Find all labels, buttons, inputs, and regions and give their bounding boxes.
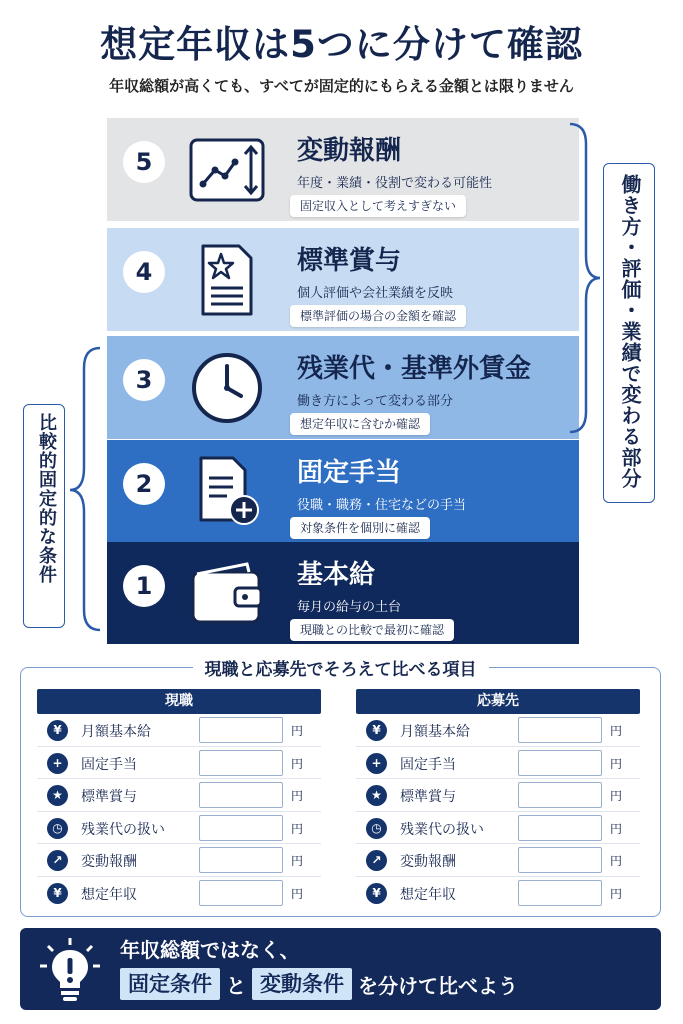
tier-name: 基本給 bbox=[297, 560, 376, 590]
current-variable-input[interactable] bbox=[199, 847, 283, 873]
fixed-condition-tag: 固定条件 bbox=[120, 968, 220, 1000]
unit-label: 円 bbox=[610, 854, 623, 868]
compare-row bbox=[356, 844, 640, 877]
current-monthly-base-input[interactable] bbox=[199, 717, 283, 743]
tier-note: 標準評価の場合の金額を確認 bbox=[290, 305, 466, 327]
tier-standard-bonus bbox=[107, 228, 579, 331]
unit-label: 円 bbox=[291, 756, 304, 771]
compare-row bbox=[356, 714, 640, 747]
tier-base-salary bbox=[107, 542, 579, 644]
tier-desc: 個人評価や会社業績を反映 bbox=[297, 286, 454, 301]
new-annual-input[interactable] bbox=[518, 880, 602, 906]
yen-icon: ¥ bbox=[47, 720, 68, 741]
comparison-title: 現職と応募先でそろえて比べる項目 bbox=[21, 655, 660, 680]
tier-name: 残業代・基準外賃金 bbox=[297, 354, 532, 384]
tier-note: 対象条件を個別に確認 bbox=[290, 517, 430, 539]
new-monthly-base-input[interactable] bbox=[518, 717, 602, 743]
row-label: 想定年収 bbox=[400, 886, 456, 903]
row-label: 変動報酬 bbox=[400, 854, 456, 870]
new-bonus-input[interactable] bbox=[518, 782, 602, 808]
lightbulb-icon bbox=[36, 936, 104, 1002]
applicant-column bbox=[356, 689, 640, 909]
yen-icon: ¥ bbox=[47, 883, 68, 904]
unit-label: 円 bbox=[610, 789, 623, 803]
document-star-icon bbox=[187, 242, 267, 318]
page-subtitle: 年収総額が高くても、すべてが固定的にもらえる金額とは限りません bbox=[109, 77, 574, 95]
trend-icon: ↗ bbox=[47, 850, 68, 871]
current-job-header: 現職 bbox=[37, 689, 321, 714]
yen-icon: ¥ bbox=[366, 883, 387, 904]
tier-variable-pay bbox=[107, 118, 579, 221]
unit-label: 円 bbox=[291, 886, 304, 901]
applicant-header: 応募先 bbox=[356, 689, 640, 714]
wallet-icon bbox=[187, 556, 267, 632]
new-overtime-input[interactable] bbox=[518, 815, 602, 841]
summary-banner bbox=[20, 928, 661, 1010]
tier-number: 1 bbox=[123, 565, 165, 607]
document-plus-icon bbox=[187, 454, 267, 530]
clock-icon: ◷ bbox=[47, 818, 68, 839]
row-label: 固定手当 bbox=[81, 756, 137, 773]
banner-line-1: 年収総額ではなく、 bbox=[120, 938, 300, 962]
unit-label: 円 bbox=[610, 724, 623, 738]
banner-connector: と bbox=[226, 973, 246, 998]
left-brace bbox=[68, 344, 104, 634]
unit-label: 円 bbox=[291, 789, 304, 803]
star-icon: ★ bbox=[366, 785, 387, 806]
tier-overtime bbox=[107, 336, 579, 439]
comparison-section bbox=[20, 660, 661, 917]
current-bonus-input[interactable] bbox=[199, 782, 283, 808]
trend-icon: ↗ bbox=[366, 850, 387, 871]
compare-row bbox=[356, 812, 640, 845]
new-allowance-input[interactable] bbox=[518, 750, 602, 776]
row-label: 月額基本給 bbox=[400, 724, 470, 740]
tier-number: 4 bbox=[123, 251, 165, 293]
unit-label: 円 bbox=[291, 821, 304, 836]
current-allowance-input[interactable] bbox=[199, 750, 283, 776]
tier-number: 2 bbox=[123, 463, 165, 505]
tier-note: 固定収入として考えすぎない bbox=[290, 195, 466, 217]
row-label: 残業代の扱い bbox=[81, 821, 165, 838]
unit-label: 円 bbox=[610, 821, 623, 836]
tier-desc: 毎月の給与の土台 bbox=[297, 600, 402, 615]
right-brace bbox=[566, 120, 602, 436]
side-label-fixed bbox=[23, 404, 65, 628]
tier-name: 標準賞与 bbox=[297, 246, 402, 276]
current-job-column bbox=[37, 689, 321, 909]
current-annual-input[interactable] bbox=[199, 880, 283, 906]
clock-icon bbox=[187, 350, 267, 426]
side-label-variable bbox=[603, 163, 655, 503]
banner-line-2 bbox=[120, 968, 524, 1002]
compare-row bbox=[37, 747, 321, 780]
tier-note: 想定年収に含むか確認 bbox=[290, 413, 430, 435]
compare-row bbox=[356, 747, 640, 780]
unit-label: 円 bbox=[610, 756, 623, 771]
plus-icon: + bbox=[366, 753, 387, 774]
tier-name: 固定手当 bbox=[297, 458, 402, 488]
side-label-fixed-text: 比較的固定的な条件 bbox=[36, 413, 57, 584]
clock-icon: ◷ bbox=[366, 818, 387, 839]
yen-icon: ¥ bbox=[366, 720, 387, 741]
tier-name: 変動報酬 bbox=[297, 136, 402, 166]
tier-desc: 役職・職務・住宅などの手当 bbox=[297, 498, 467, 513]
trend-chart-icon bbox=[187, 132, 267, 208]
compare-row bbox=[37, 844, 321, 877]
row-label: 残業代の扱い bbox=[400, 821, 484, 838]
row-label: 標準賞与 bbox=[400, 789, 456, 805]
row-label: 固定手当 bbox=[400, 756, 456, 773]
compare-row bbox=[37, 812, 321, 845]
compare-row bbox=[37, 714, 321, 747]
tier-fixed-allowance bbox=[107, 440, 579, 543]
tier-number: 3 bbox=[123, 359, 165, 401]
tier-desc: 年度・業績・役割で変わる可能性 bbox=[297, 176, 493, 191]
plus-icon: + bbox=[47, 753, 68, 774]
variable-condition-tag: 変動条件 bbox=[252, 968, 352, 1000]
banner-tail: を分けて比べよう bbox=[358, 973, 518, 998]
compare-row bbox=[356, 877, 640, 910]
current-overtime-input[interactable] bbox=[199, 815, 283, 841]
page-title: 想定年収は5つに分けて確認 bbox=[100, 23, 583, 66]
side-label-variable-text: 働き方・評価・業績で変わる部分 bbox=[618, 174, 642, 489]
row-label: 変動報酬 bbox=[81, 854, 137, 870]
tier-desc: 働き方によって変わる部分 bbox=[297, 394, 454, 409]
new-variable-input[interactable] bbox=[518, 847, 602, 873]
compare-row bbox=[356, 779, 640, 812]
unit-label: 円 bbox=[291, 724, 304, 738]
row-label: 月額基本給 bbox=[81, 724, 151, 740]
compare-row bbox=[37, 779, 321, 812]
compare-row bbox=[37, 877, 321, 910]
star-icon: ★ bbox=[47, 785, 68, 806]
tier-note: 現職との比較で最初に確認 bbox=[290, 619, 454, 641]
unit-label: 円 bbox=[291, 854, 304, 868]
row-label: 標準賞与 bbox=[81, 789, 137, 805]
row-label: 想定年収 bbox=[81, 886, 137, 903]
tier-number: 5 bbox=[123, 141, 165, 183]
unit-label: 円 bbox=[610, 886, 623, 901]
